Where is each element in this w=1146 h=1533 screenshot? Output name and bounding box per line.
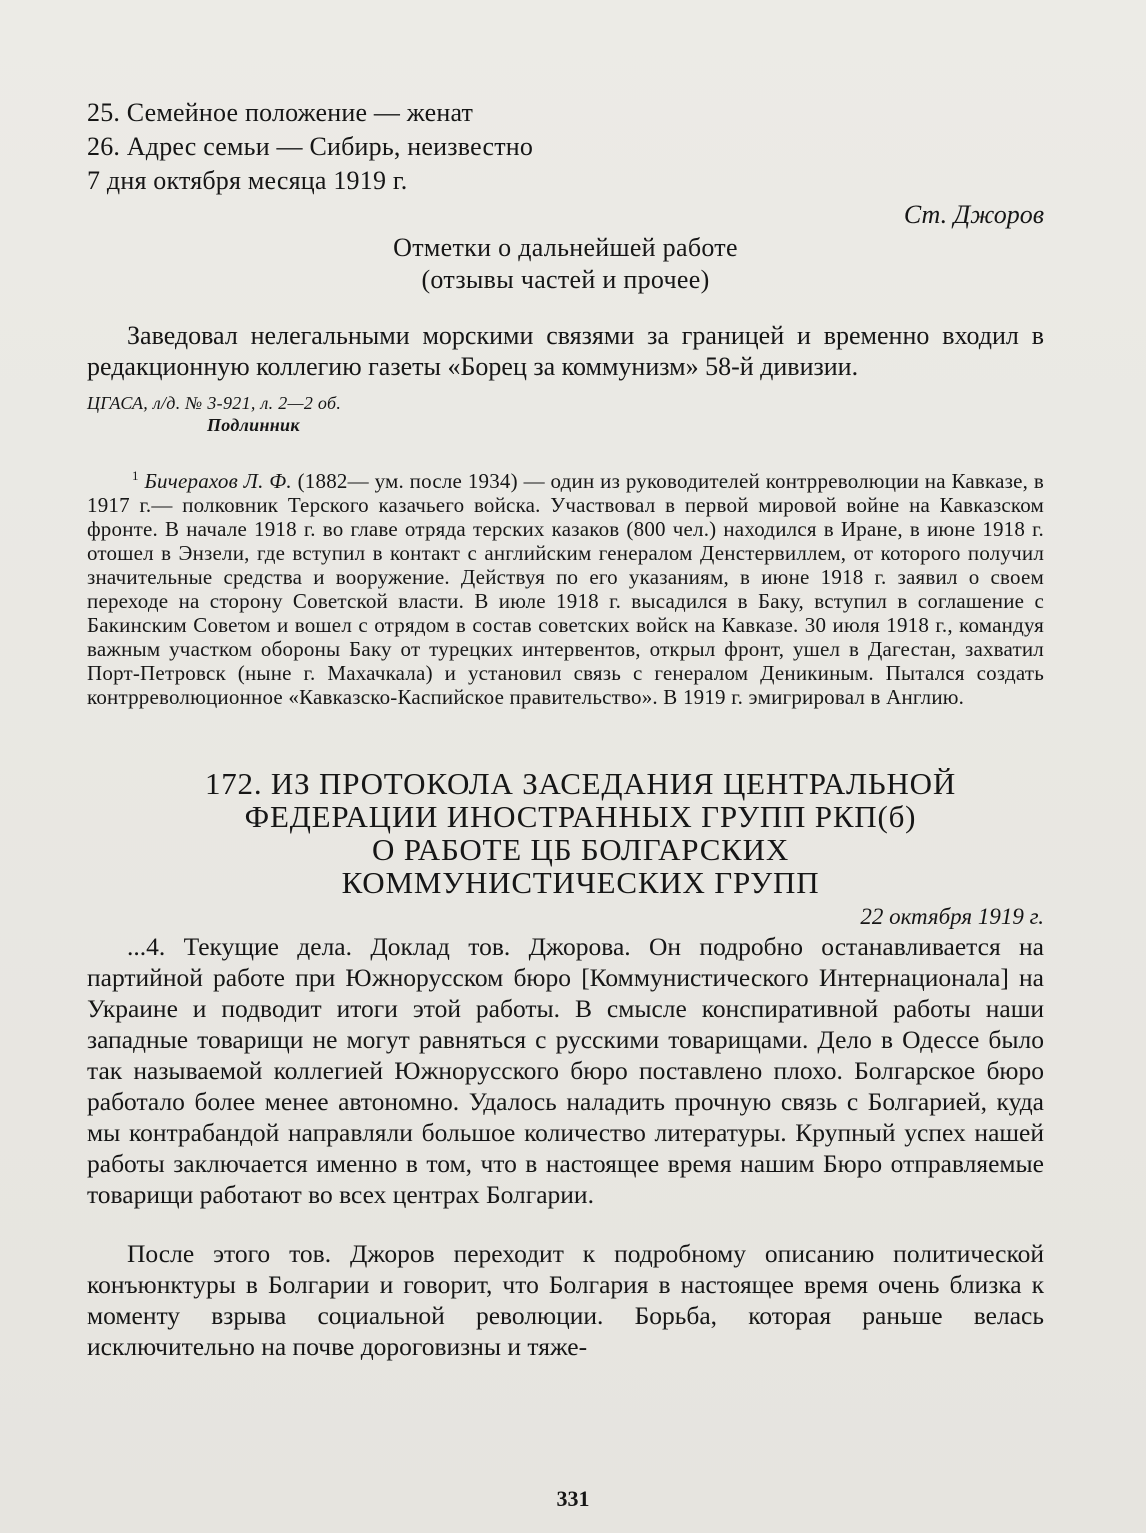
footnote-mark: 1 xyxy=(132,468,139,483)
page-number: 331 xyxy=(556,1486,590,1511)
footnote-text: (1882— ум. после 1934) — один из руководителей контрреволюции на Кавказе, в 1917 г.— полковник Терского казачьего войска. Участвовал в первой мировой войне на Кавказском фронте. В начале 1918 г. во главе отряда терских казаков (800 чел.) находился в Иране, в июне 1918 г. отошел в Энзели, где вступил в контакт с английским генералом Денстервиллем, от которого получил значительные средства и вооружение. Действуя по его указаниям, в июне 1918 г. заявил о своем переходе на сторону Советской власти. В июле 1918 г. высадился в Баку, вступил в соглашение с Бакинским Советом и вошел с отрядом в состав советских войск на Кавказе. 30 июля 1918 г., командуя важным участком обороны Баку от турецких интервентов, открыл фронт, ушел в Дагестан, захватил Порт-Петровск (ныне г. Махачкала) и установил связь с генералом Деникиным. Пытался создать контрреволюционное «Кавказско-Каспийское правительство». В 1919 г. эмигрировал в Англию. xyxy=(87,469,1044,709)
document-paragraph-2: После этого тов. Джоров переходит к подробному описанию политической конъюнктуры в Болгарии и говорит, что Болгария в настоящее время очень близка к моменту взрыва социальной революции. Борьба, которая раньше велась исключительно на почве дороговизны и тяже- xyxy=(87,1239,1044,1361)
archive-reference: ЦГАСА, л/д. № 3-921, л. 2—2 об. xyxy=(87,393,342,413)
archive-source xyxy=(87,392,1044,436)
document-title-line-1: 172. ИЗ ПРОТОКОЛА ЗАСЕДАНИЯ ЦЕНТРАЛЬНОЙ xyxy=(204,766,957,801)
remarks-subtitle: (отзывы частей и прочее) xyxy=(421,265,710,294)
footnote xyxy=(87,464,1044,709)
document-title xyxy=(87,767,1044,899)
document-title-line-4: КОММУНИСТИЧЕСКИХ ГРУПП xyxy=(341,865,820,900)
document-paragraph-1: ...4. Текущие дела. Доклад тов. Джорова. Он подробно останавливается на партийной работе при Южнорусском бюро [Коммунистического Интернационала] на Украине и подводит итоги этой работы. В смысле конспиративной работы наши западные товарищи не могут равняться с русскими товарищами. Дело в Одессе было так называемой коллегией Южнорусского бюро поставлено плохо. Болгарское бюро работало более менее автономно. Удалось наладить прочную связь с Болгарией, куда мы контрабандой направляли большое количество литературы. Крупный успех нашей работы заключается именно в том, что в настоящее время нашим Бюро отправляемые товарищи работают во всех центрах Болгарии. xyxy=(87,932,1044,1209)
line-date: 7 дня октября месяца 1919 г. xyxy=(87,166,408,195)
line-family-status: 25. Семейное положение — женат xyxy=(87,98,474,127)
archive-note: Подлинник xyxy=(207,415,300,435)
remarks-text: Заведовал нелегальными морскими связями за границей и временно входил в редакционную коллегию газеты «Борец за коммунизм» 58-й дивизии. xyxy=(87,321,1044,381)
signature: Ст. Джоров xyxy=(903,200,1044,229)
line-family-address: 26. Адрес семьи — Сибирь, неизвестно xyxy=(87,132,534,161)
page-content xyxy=(87,96,1044,1362)
document-title-line-3: О РАБОТЕ ЦБ БОЛГАРСКИХ xyxy=(371,832,790,867)
document-date: 22 октября 1919 г. xyxy=(860,904,1044,929)
document-title-line-2: ФЕДЕРАЦИИ ИНОСТРАННЫХ ГРУПП РКП(б) xyxy=(244,799,917,834)
footnote-name: Бичерахов Л. Ф. xyxy=(144,469,292,493)
remarks-title: Отметки о дальнейшей работе xyxy=(393,233,738,262)
